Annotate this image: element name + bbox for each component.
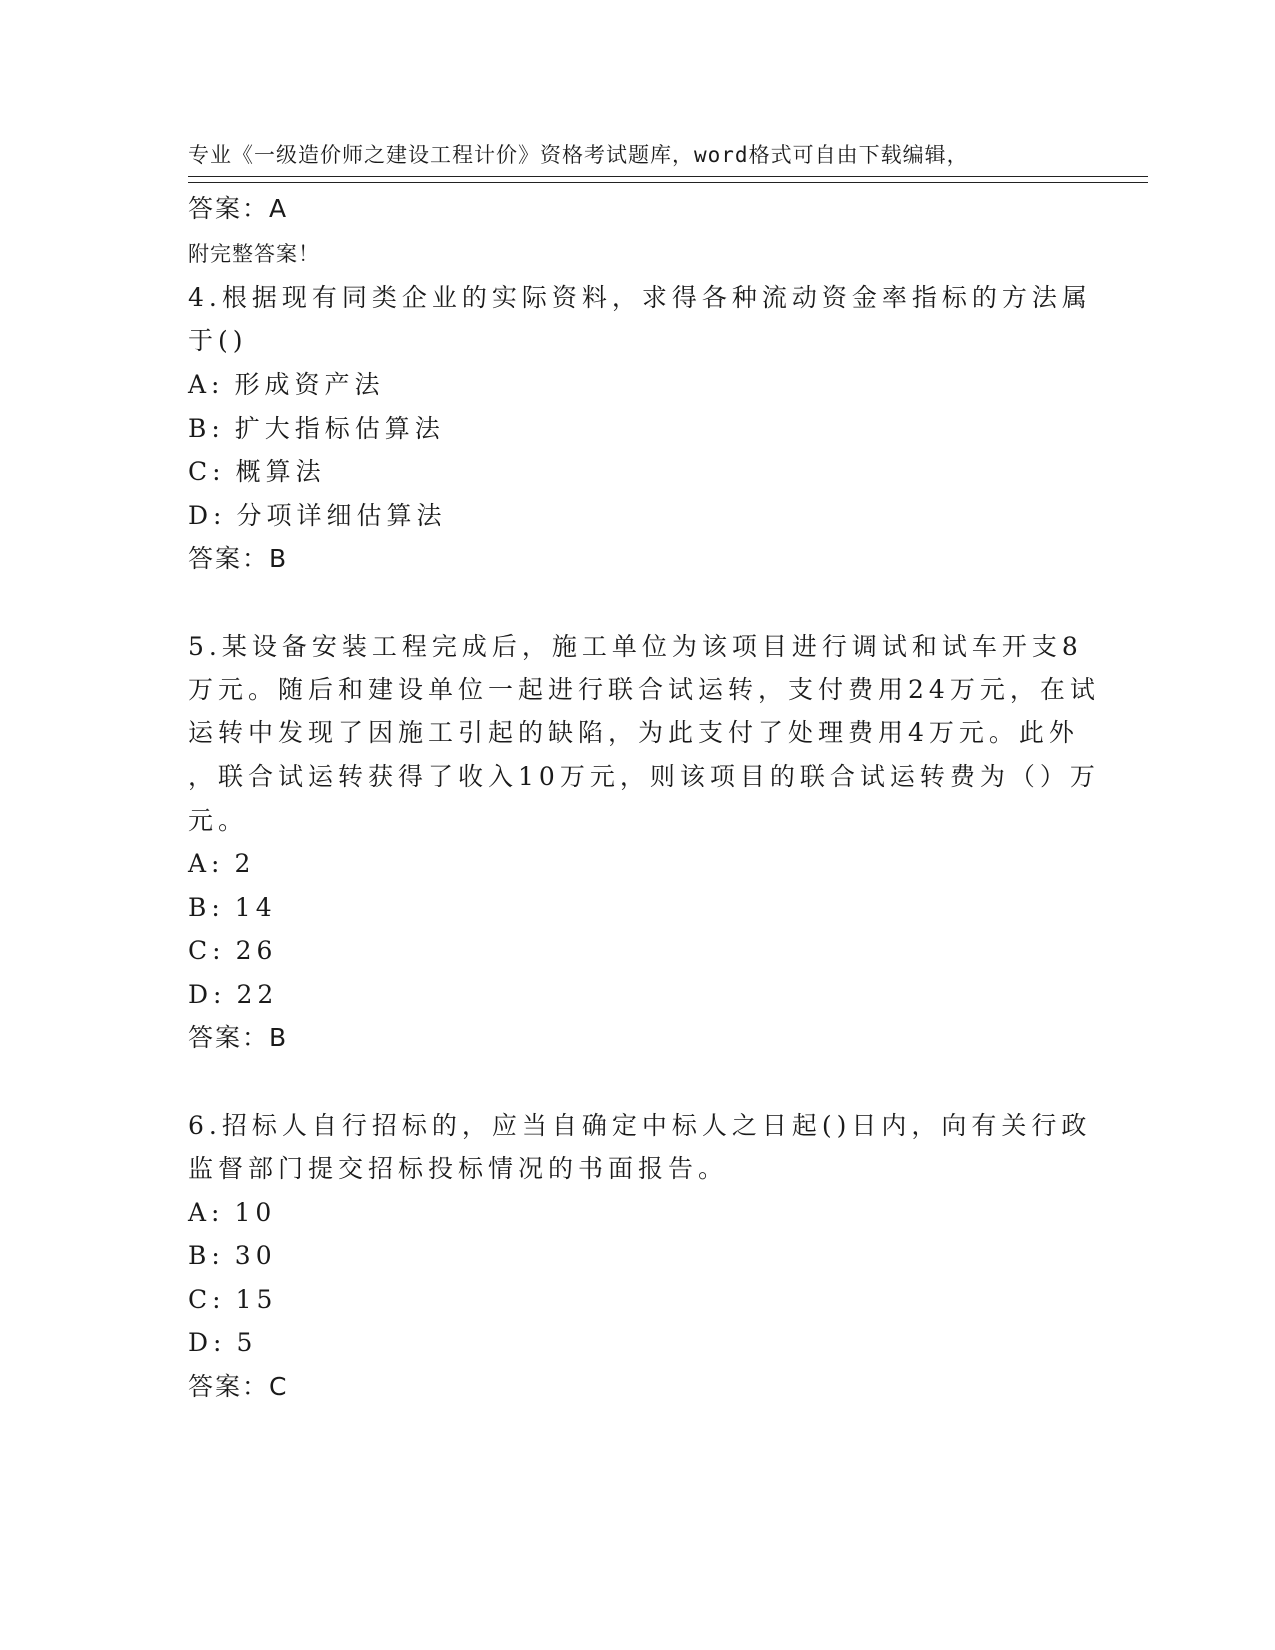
option-text: 14 xyxy=(234,893,277,922)
option-key: C: xyxy=(188,936,226,965)
question-6-answer: 答案：C xyxy=(188,1372,289,1401)
question-6-stem-line-1: 6.招标人自行招标的，应当自确定中标人之日起()日内，向有关行政 xyxy=(188,1111,1092,1140)
option-key: C: xyxy=(188,457,226,486)
question-5-stem-line-5: 元。 xyxy=(188,806,249,835)
option-key: B: xyxy=(188,893,225,922)
option-key: D: xyxy=(188,1328,227,1357)
option-text: 2 xyxy=(234,849,256,878)
question-6-option-b xyxy=(188,1240,277,1272)
option-key: B: xyxy=(188,1241,225,1270)
option-key: A: xyxy=(188,1198,225,1227)
option-key: A: xyxy=(188,849,225,878)
question-5-stem-line-1: 5.某设备安装工程完成后，施工单位为该项目进行调试和试车开支8 xyxy=(188,632,1083,661)
header-line-1: 专业《一级造价师之建设工程计价》资格考试题库，word格式可自由下载编辑， xyxy=(188,143,969,167)
document-header xyxy=(188,73,1088,304)
question-4-stem-line-2: 于() xyxy=(188,326,248,355)
option-text: 10 xyxy=(234,1198,277,1227)
option-text: 22 xyxy=(236,980,279,1009)
option-key: D: xyxy=(188,980,227,1009)
header-divider-bottom xyxy=(188,182,1148,183)
option-text: 5 xyxy=(236,1328,258,1357)
option-key: C: xyxy=(188,1285,226,1314)
option-key: A: xyxy=(188,370,225,399)
option-text: 26 xyxy=(235,936,278,965)
question-4-option-a xyxy=(188,369,385,401)
question-5-option-d xyxy=(188,979,278,1011)
option-text: 概算法 xyxy=(235,457,326,486)
header-divider-top xyxy=(188,176,1148,177)
question-4-option-c xyxy=(188,456,326,488)
question-5-answer: 答案：B xyxy=(188,1023,289,1052)
question-5-option-c xyxy=(188,935,277,967)
option-text: 30 xyxy=(234,1241,277,1270)
question-4-stem-line-1: 4.根据现有同类企业的实际资料，求得各种流动资金率指标的方法属 xyxy=(188,283,1092,312)
answer-previous: 答案：A xyxy=(188,194,289,223)
question-5-option-a xyxy=(188,848,255,880)
option-text: 扩大指标估算法 xyxy=(234,414,445,443)
question-5-stem-line-4: ，联合试运转获得了收入10万元，则该项目的联合试运转费为（）万 xyxy=(188,762,1100,791)
option-text: 分项详细估算法 xyxy=(236,501,447,530)
option-key: D: xyxy=(188,501,227,530)
question-4-option-d xyxy=(188,500,446,532)
question-5-stem-line-2: 万元。随后和建设单位一起进行联合试运转，支付费用24万元，在试 xyxy=(188,675,1100,704)
question-6-option-d xyxy=(188,1327,257,1359)
question-5-option-b xyxy=(188,892,277,924)
option-text: 15 xyxy=(235,1285,278,1314)
question-4-answer: 答案：B xyxy=(188,544,289,573)
question-6-option-c xyxy=(188,1284,277,1316)
question-5-stem-line-3: 运转中发现了因施工引起的缺陷，为此支付了处理费用4万元。此外 xyxy=(188,718,1079,747)
question-6-option-a xyxy=(188,1197,276,1229)
option-key: B: xyxy=(188,414,225,443)
option-text: 形成资产法 xyxy=(234,370,385,399)
header-line-2: 附完整答案！ xyxy=(188,242,320,266)
question-6-stem-line-2: 监督部门提交招标投标情况的书面报告。 xyxy=(188,1154,729,1183)
question-4-option-b xyxy=(188,413,445,445)
